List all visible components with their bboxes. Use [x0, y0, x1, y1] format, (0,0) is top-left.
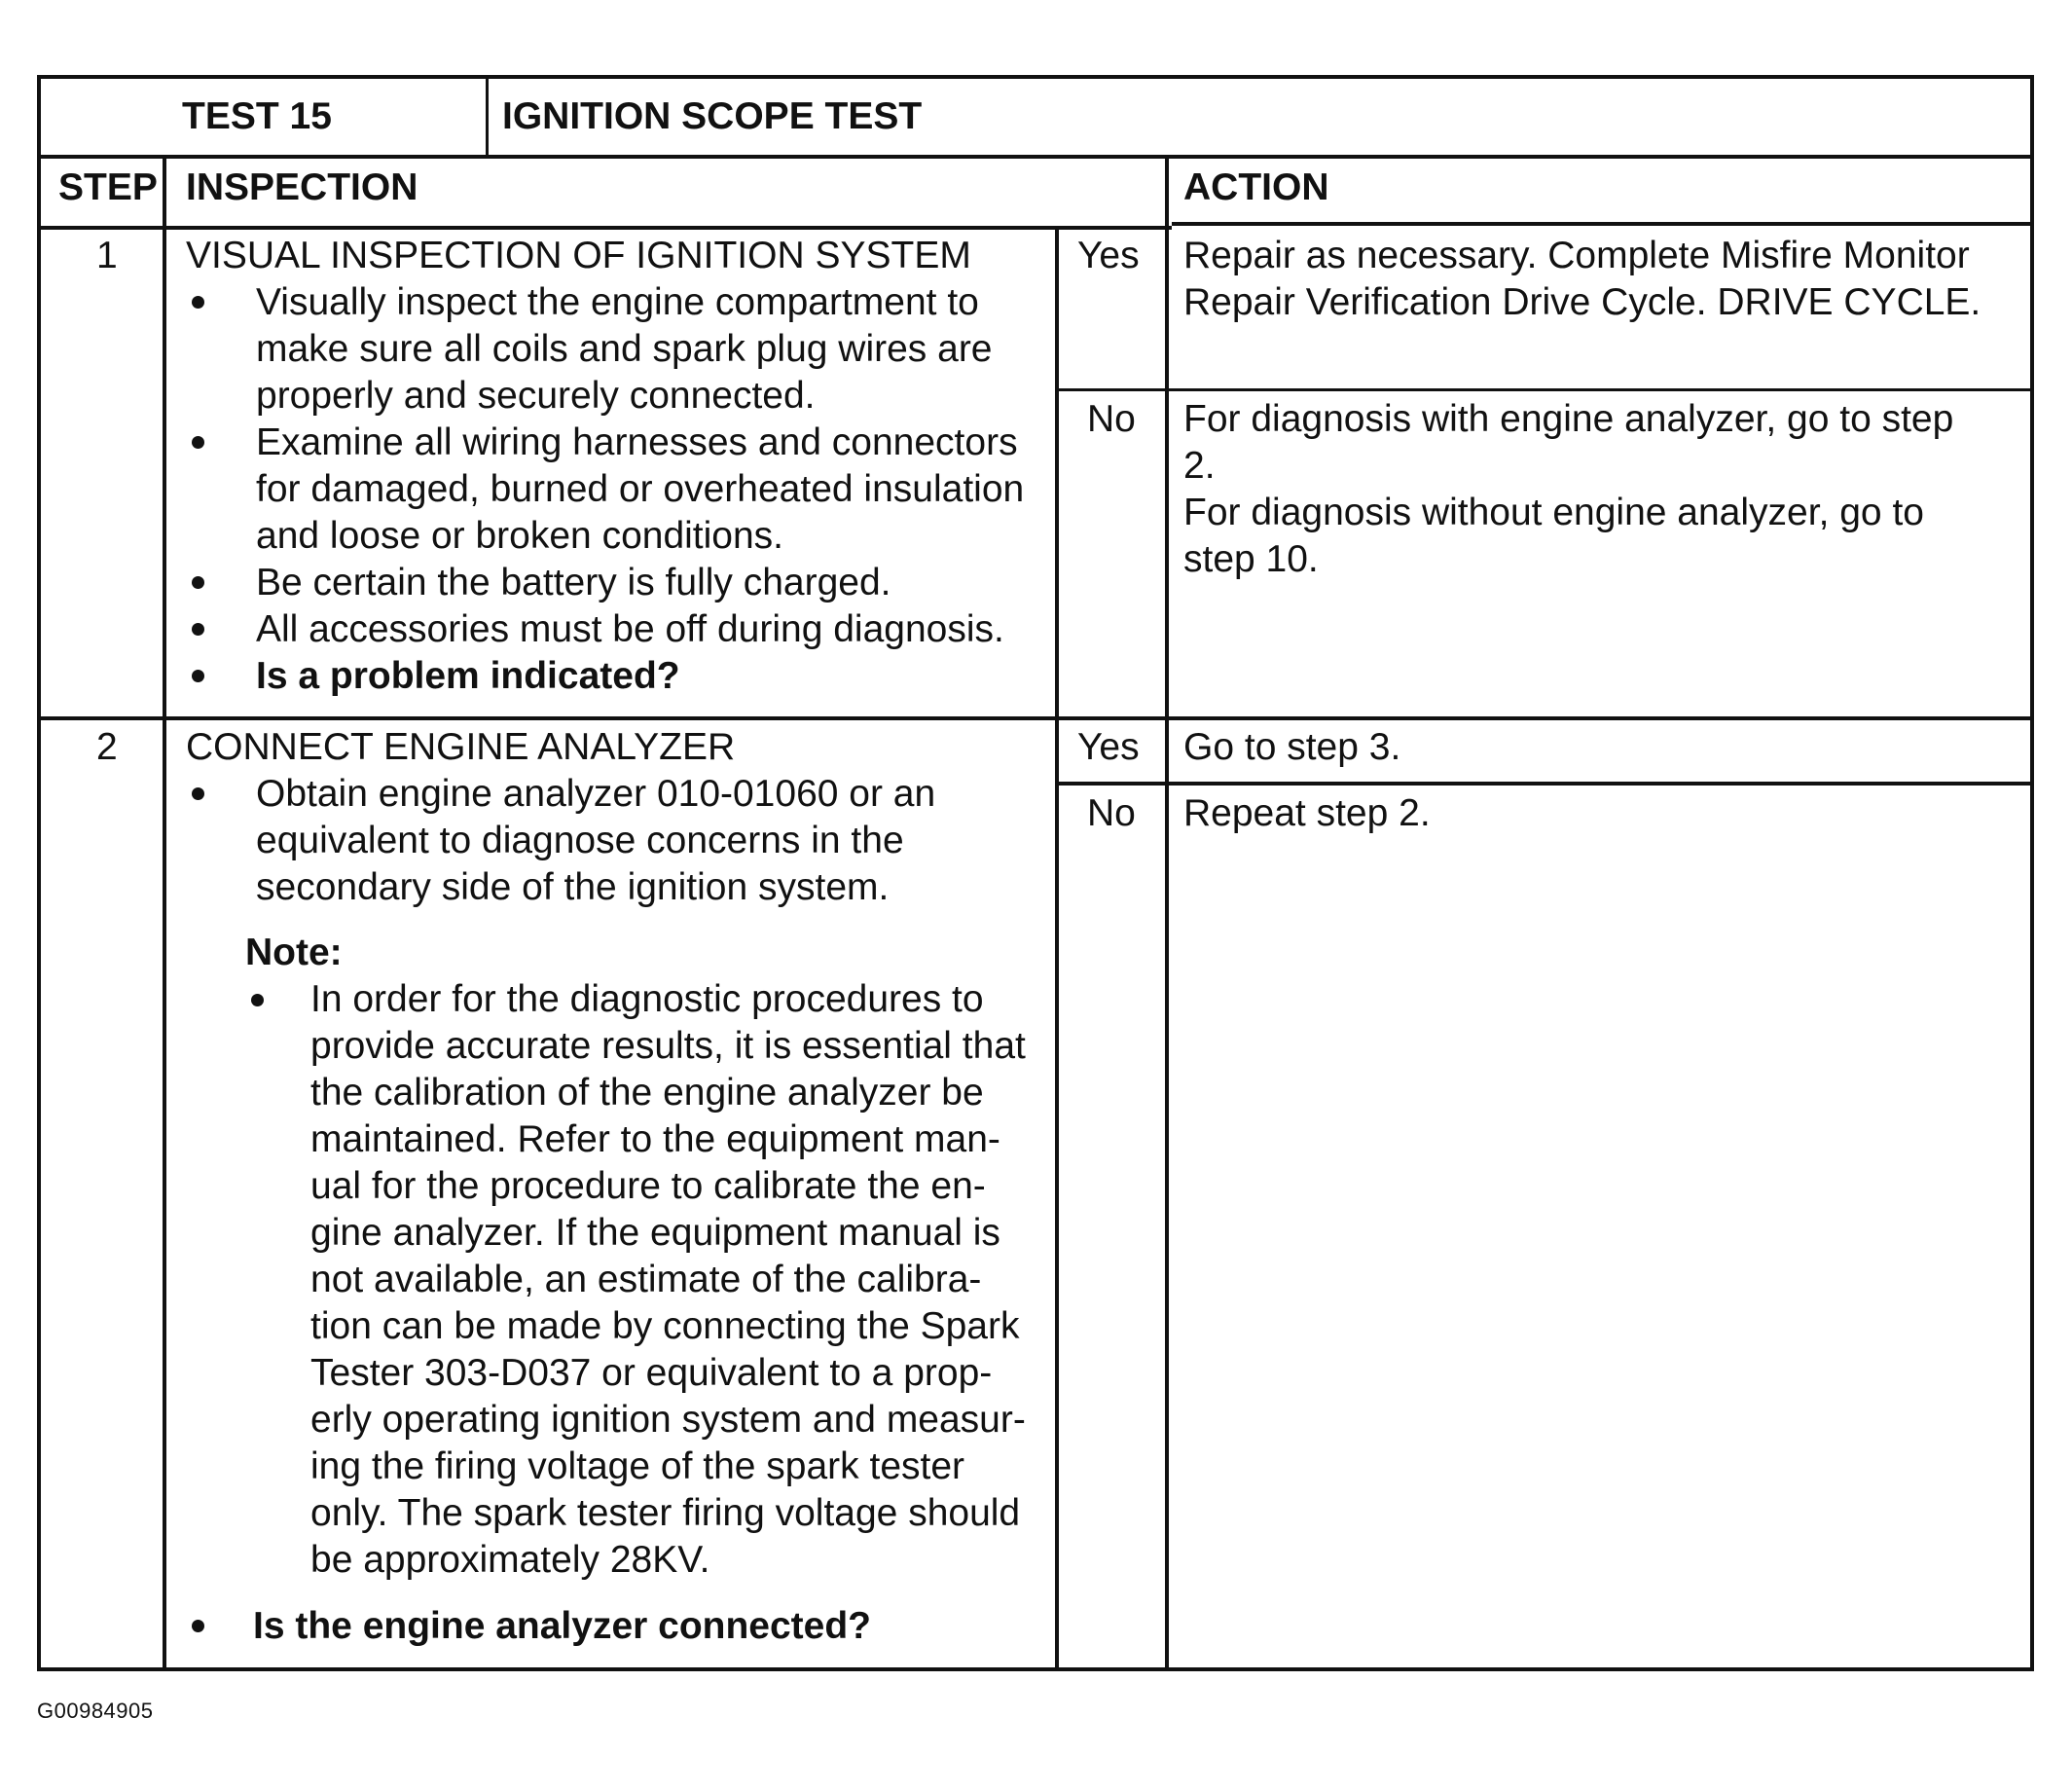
note-line: only. The spark tester firing voltage should	[310, 1492, 1021, 1534]
test-label: TEST 15	[182, 95, 332, 137]
rule-step1-yes-no	[1055, 388, 2030, 391]
rule-step-divider	[163, 155, 166, 1671]
column-header-action: ACTION	[1183, 166, 1329, 208]
note-line: In order for the diagnostic procedures to	[310, 978, 984, 1020]
bullet-icon	[251, 994, 264, 1006]
bullet-icon	[192, 576, 204, 589]
note-line: gine analyzer. If the equipment manual is	[310, 1212, 1000, 1254]
bullet-icon	[192, 436, 204, 449]
note-line: be approximately 28KV.	[310, 1539, 710, 1581]
note-line: the calibration of the engine analyzer be	[310, 1072, 984, 1114]
bullet-icon	[192, 623, 204, 636]
step-1-yes-action	[1183, 233, 1981, 326]
rule-below-title	[41, 155, 2030, 159]
action-line: step 10.	[1183, 538, 1319, 580]
list-item	[192, 279, 1024, 420]
note-line: not available, an estimate of the calibra-	[310, 1259, 982, 1300]
list-item	[192, 653, 1024, 700]
bullet-line: Be certain the battery is fully charged.	[256, 562, 891, 603]
bullet-line: properly and securely connected.	[256, 375, 816, 417]
bullet-line: and loose or broken conditions.	[256, 515, 784, 557]
no-label: No	[1087, 792, 1136, 834]
list-item	[192, 420, 1024, 560]
action-line: For diagnosis without engine analyzer, go to	[1183, 492, 1924, 533]
step-2-no-action: Repeat step 2.	[1183, 792, 1431, 834]
figure-id: G00984905	[37, 1699, 154, 1723]
bullet-line: make sure all coils and spark plug wires are	[256, 328, 993, 370]
step-1-no-action	[1183, 396, 1953, 583]
step-2-bullets	[192, 771, 935, 911]
rule-below-column-headers	[41, 226, 1172, 230]
test-table	[37, 75, 2034, 1671]
note-label: Note:	[245, 932, 343, 973]
action-line: Repair as necessary. Complete Misfire Monitor	[1183, 235, 1970, 276]
note-line: maintained. Refer to the equipment man-	[310, 1118, 1000, 1160]
note-line: erly operating ignition system and measur-	[310, 1399, 1026, 1441]
yes-label: Yes	[1077, 235, 1140, 276]
bullet-icon	[192, 670, 204, 682]
bullet-line: All accessories must be off during diagnosis.	[256, 608, 1004, 650]
rule-below-action-header	[1172, 222, 2030, 226]
note-line: ual for the procedure to calibrate the en-	[310, 1165, 986, 1207]
list-item	[192, 560, 1024, 606]
rule-between-steps	[41, 716, 2030, 720]
note-line: Tester 303-D037 or equivalent to a prop-	[310, 1352, 993, 1394]
step-question: Is the engine analyzer connected?	[253, 1605, 872, 1647]
yes-label: Yes	[1077, 726, 1140, 768]
bullet-icon	[192, 296, 204, 309]
note-text	[310, 976, 1031, 1584]
bullet-line: secondary side of the ignition system.	[256, 866, 890, 908]
no-label: No	[1087, 398, 1136, 440]
rule-step2-yes-no	[1055, 782, 2030, 786]
step-number: 2	[96, 726, 118, 768]
rule-yes-no-divider	[1055, 230, 1059, 1671]
list-item	[192, 606, 1024, 653]
action-line: Repair Verification Drive Cycle. DRIVE CYCLE.	[1183, 281, 1981, 323]
step-1-bullets	[192, 279, 1024, 700]
action-line: For diagnosis with engine analyzer, go to step	[1183, 398, 1954, 440]
note-line: ing the firing voltage of the spark tester	[310, 1445, 965, 1487]
rule-action-divider	[1165, 155, 1169, 1671]
step-question: Is a problem indicated?	[256, 655, 680, 697]
bullet-line: equivalent to diagnose concerns in the	[256, 820, 904, 861]
action-line: 2.	[1183, 445, 1216, 487]
note-line: tion can be made by connecting the Spark	[310, 1305, 1020, 1347]
rule-title-divider	[486, 79, 489, 155]
bullet-line: for damaged, burned or overheated insulation	[256, 468, 1025, 510]
column-header-step: STEP	[58, 166, 158, 208]
column-header-inspection: INSPECTION	[186, 166, 418, 208]
bullet-icon	[192, 1620, 204, 1632]
bullet-line: Obtain engine analyzer 010-01060 or an	[256, 773, 936, 815]
test-title: IGNITION SCOPE TEST	[502, 95, 923, 137]
list-item	[192, 771, 935, 911]
bullet-line: Examine all wiring harnesses and connectors	[256, 421, 1018, 463]
step-number: 1	[96, 235, 118, 276]
bullet-line: Visually inspect the engine compartment to	[256, 281, 979, 323]
note-line: provide accurate results, it is essential that	[310, 1025, 1026, 1067]
step-title: CONNECT ENGINE ANALYZER	[186, 726, 736, 768]
bullet-icon	[192, 787, 204, 800]
step-title: VISUAL INSPECTION OF IGNITION SYSTEM	[186, 235, 971, 276]
step-2-yes-action: Go to step 3.	[1183, 726, 1401, 768]
